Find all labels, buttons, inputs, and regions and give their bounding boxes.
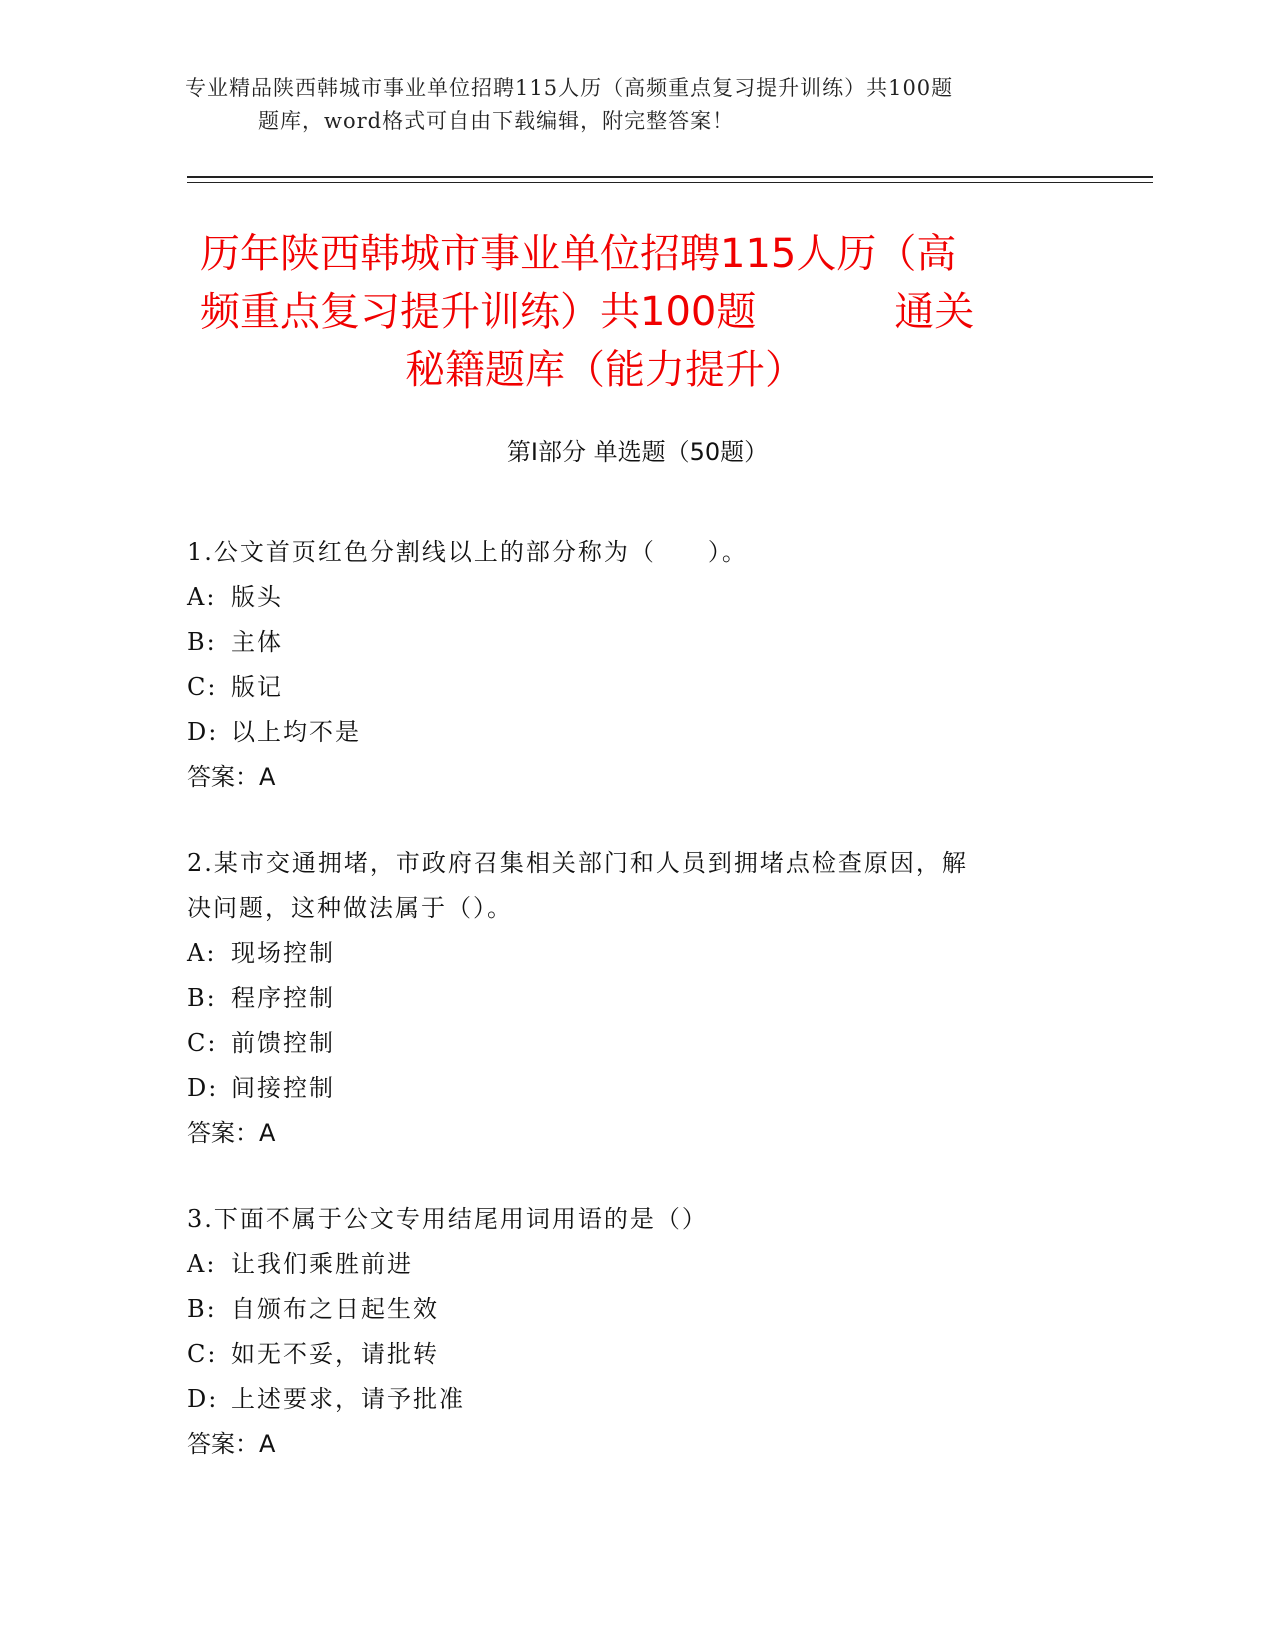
- title-line-1: 历年陕西韩城市事业单位招聘115人历（高: [200, 231, 957, 277]
- option-text: 版记: [231, 673, 283, 701]
- option-c: [187, 1021, 1067, 1066]
- section-heading: 第I部分 单选题（50题）: [506, 438, 769, 466]
- question-stem: 3.下面不属于公文专用结尾用词用语的是（）: [187, 1205, 708, 1233]
- option-d: [187, 1066, 1067, 1111]
- option-key: D:: [187, 718, 219, 746]
- question-3: [187, 1197, 1067, 1467]
- option-text: 如无不妥，请批转: [231, 1340, 439, 1368]
- title-line-3: 秘籍题库（能力提升）: [405, 347, 805, 393]
- option-text: 主体: [231, 628, 283, 656]
- option-text: 间接控制: [231, 1074, 335, 1102]
- option-a: [187, 1242, 1067, 1287]
- header-divider-thick: [187, 176, 1153, 178]
- option-c: [187, 1332, 1067, 1377]
- option-d: [187, 710, 1067, 755]
- document-title: [200, 225, 1080, 399]
- title-line-2: [200, 283, 1080, 341]
- option-key: D:: [187, 1385, 219, 1413]
- option-b: [187, 976, 1067, 1021]
- question-stem-continued: 决问题，这种做法属于（）。: [187, 894, 513, 922]
- option-key: A:: [187, 939, 217, 967]
- question-stem: 2.某市交通拥堵，市政府召集相关部门和人员到拥堵点检查原因，解: [187, 849, 968, 877]
- option-text: 自颁布之日起生效: [231, 1295, 439, 1323]
- option-text: 现场控制: [231, 939, 335, 967]
- option-b: [187, 1287, 1067, 1332]
- answer-line: 答案：A: [187, 763, 276, 791]
- answer-line: 答案：A: [187, 1430, 276, 1458]
- question-stem: 1.公文首页红色分割线以上的部分称为（ ）。: [187, 538, 748, 566]
- title-line-2-tail: 通关: [894, 289, 975, 335]
- option-key: A:: [187, 1250, 217, 1278]
- option-text: 以上均不是: [231, 718, 361, 746]
- option-a: [187, 575, 1067, 620]
- option-key: C:: [187, 1340, 218, 1368]
- option-text: 让我们乘胜前进: [231, 1250, 413, 1278]
- option-d: [187, 1377, 1067, 1422]
- header-divider-thin: [187, 182, 1153, 183]
- option-text: 前馈控制: [231, 1029, 335, 1057]
- answer-line: 答案：A: [187, 1119, 276, 1147]
- document-header: [175, 72, 1055, 138]
- header-line-2: 题库，word格式可自由下载编辑，附完整答案！: [258, 109, 735, 133]
- option-key: A:: [187, 583, 217, 611]
- option-a: [187, 931, 1067, 976]
- option-text: 程序控制: [231, 984, 335, 1012]
- option-c: [187, 665, 1067, 710]
- option-b: [187, 620, 1067, 665]
- question-2: [187, 841, 1067, 1156]
- option-text: 上述要求，请予批准: [231, 1385, 465, 1413]
- option-key: C:: [187, 1029, 218, 1057]
- title-line-2-main: 频重点复习提升训练）共100题: [200, 289, 757, 335]
- option-key: C:: [187, 673, 218, 701]
- option-key: B:: [187, 1295, 217, 1323]
- option-key: B:: [187, 628, 217, 656]
- question-1: [187, 530, 1067, 800]
- option-text: 版头: [231, 583, 283, 611]
- option-key: B:: [187, 984, 217, 1012]
- question-list: [187, 530, 1067, 1508]
- header-line-1: 专业精品陕西韩城市事业单位招聘115人历（高频重点复习提升训练）共100题: [185, 76, 954, 100]
- option-key: D:: [187, 1074, 219, 1102]
